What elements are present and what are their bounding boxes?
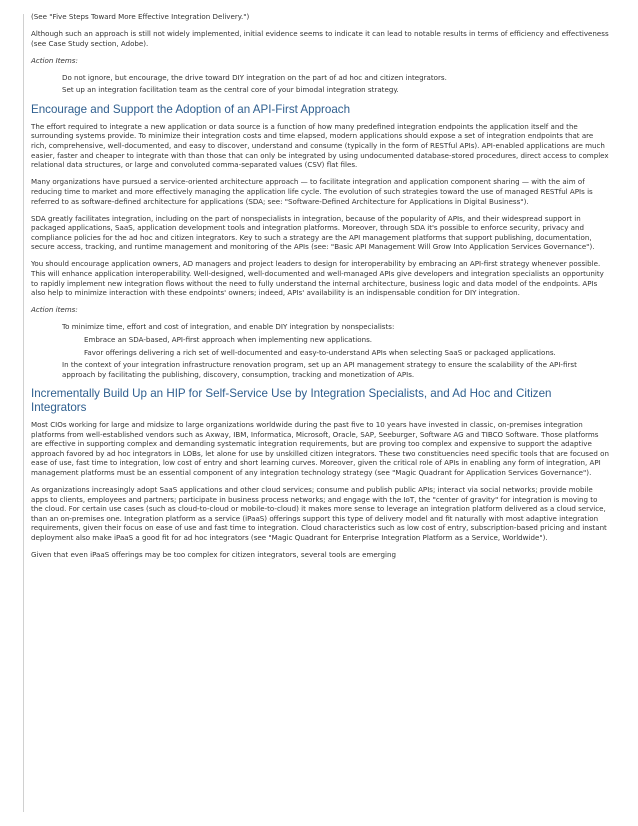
intro-paragraph: Although such an approach is still not widely implemented, initial evidence seems to indicate it can lead to notable results in terms of efficiency and effectiveness (see Case Study section, Adobe).	[31, 29, 609, 48]
left-margin-rule	[23, 14, 24, 812]
intro-action-label: Action Items:	[31, 55, 78, 65]
section-heading-hip: Incrementally Build Up an HIP for Self-Service Use by Integration Specialists, and Ad Hoc and Citizen Integrators	[31, 387, 552, 415]
page-content	[31, 12, 609, 567]
intro-action-item-1: Do not ignore, but encourage, the drive toward DIY integration on the part of ad hoc and citizen integrators.	[62, 72, 447, 82]
intro-action-item-2: Set up an integration facilitation team as the central core of your bimodal integration strategy.	[62, 85, 399, 95]
hip-paragraph-3: Given that even iPaaS offerings may be too complex for citizen integrators, several tools are emerging	[31, 550, 397, 560]
hip-paragraph-1: Most CIOs working for large and midsize to large organizations worldwide during the past five to 10 years have invested in classic, on-premises integration platforms from well-established vendors such as Axway, IBM, Informatica, Microsoft, Oracle, SAP, Seeburger, Software AG and TIBCO Software. Those platforms are effective in supporting complex and demanding systematic integration requirements, but are proving too complex and expensive to support the adaptive approach favored by ad hoc integrators in LOBs, let alone for use by unskilled citizen integrators. These two constituencies need specific tools that are focused on ease of use, fast time to integration, low cost of entry and short learning curves. Moreover, given the critical role of APIs in enabling any form of integration, API management platforms must be an essential component of any integration technology strategy (see "Magic Quadrant for Application Services Governance").	[31, 420, 609, 477]
api-first-action-label: Action items:	[31, 305, 78, 315]
api-first-action-item-2: In the context of your integration infrastructure renovation program, set up an API management strategy to ensure the scalability of the API-first approach by facilitating the publishing, discovery, consumption, tracking and monetization of APIs.	[62, 360, 577, 379]
api-first-paragraph-3: SDA greatly facilitates integration, including on the part of nonspecialists in integration, because of the popularity of APIs, and their widespread support in packaged applications, SaaS, application development tools and integration platforms. Moreover, through SDA it's possible to enforce security, privacy and compliance policies for the ad hoc and citizen integrators. Key to such a strategy are the API management platforms that support publishing, documentation, secure access, tracking, and runtime management and monitoring of the APIs (see: "Basic API Management Will Grow Into Application Services Governance").	[31, 213, 595, 252]
intro-reference: (See "Five Steps Toward More Effective Integration Delivery.")	[31, 12, 250, 21]
api-first-paragraph-1: The effort required to integrate a new application or data source is a function of how many predefined integration endpoints the application itself and the surrounding systems provide. To minimize their integration costs and time elapsed, modern applications should expose a set of integration endpoints that are rich, comprehensive, well-documented, and easy to discover, understand and consume (typically in the form of RESTful APIs). API-enabled applications are much easier, faster and cheaper to integrate with than those that can only be integrated by using undocumented database-stored procedures, direct access to complex relational data structures, or large and convoluted comma-separated values (CSV) flat files.	[31, 121, 609, 170]
api-first-sub-item-1: Embrace an SDA-based, API-first approach when implementing new applications.	[84, 335, 373, 345]
api-first-paragraph-2: Many organizations have pursued a service-oriented architecture approach — to facilitate integration and application component sharing — with the aim of reducing time to market and more effectively managing the application life cycle. The evolution of such strategies toward the use of managed RESTful APIs is referred to as software-defined architecture for applications (SDA; see: "Software-Defined Architecture for Applications in Digital Business").	[31, 177, 593, 206]
hip-paragraph-2: As organizations increasingly adopt SaaS applications and other cloud services; consume and publish public APIs; interact via social networks; provide mobile apps to clients, employees and partners; participate in business process networks; and engage with the IoT, the "center of gravity" for integration is moving to the cloud. For certain use cases (such as cloud-to-cloud or mobile-to-cloud) it makes more sense to leverage an integration platform delivered as a cloud service, than an on-premises one. Integration platform as a service (iPaaS) offerings support this type of delivery model and fit naturally with most adaptive integration requirements, given their focus on ease of use and fast time to integration. Cloud characteristics such as low cost of entry, subscription-based pricing and instant deployment also make iPaaS a good fit for ad hoc integrators (see "Magic Quadrant for Enterprise Integration Platform as a Service, Worldwide").	[31, 485, 607, 543]
api-first-action-item-1: To minimize time, effort and cost of integration, and enable DIY integration by nonspecialists:	[62, 322, 395, 332]
section-heading-api-first: Encourage and Support the Adoption of an API-First Approach	[31, 103, 351, 117]
api-first-sub-item-2: Favor offerings delivering a rich set of well-documented and easy-to-understand APIs when selecting SaaS or packaged applications.	[84, 347, 556, 357]
api-first-paragraph-4: You should encourage application owners, AD managers and project leaders to design for interoperability by embracing an API-first strategy whenever possible. This will enhance application interoperability. Well-designed, well-documented and well-managed APIs give developers and integration specialists an opportunity to rapidly implement new integration flows without the need to fully understand the internal architecture, business logic and data model of the endpoints. APIs also help to minimize interaction with these endpoints' owners; indeed, APIs' availability is an indispensable condition for DIY integration.	[31, 259, 604, 298]
